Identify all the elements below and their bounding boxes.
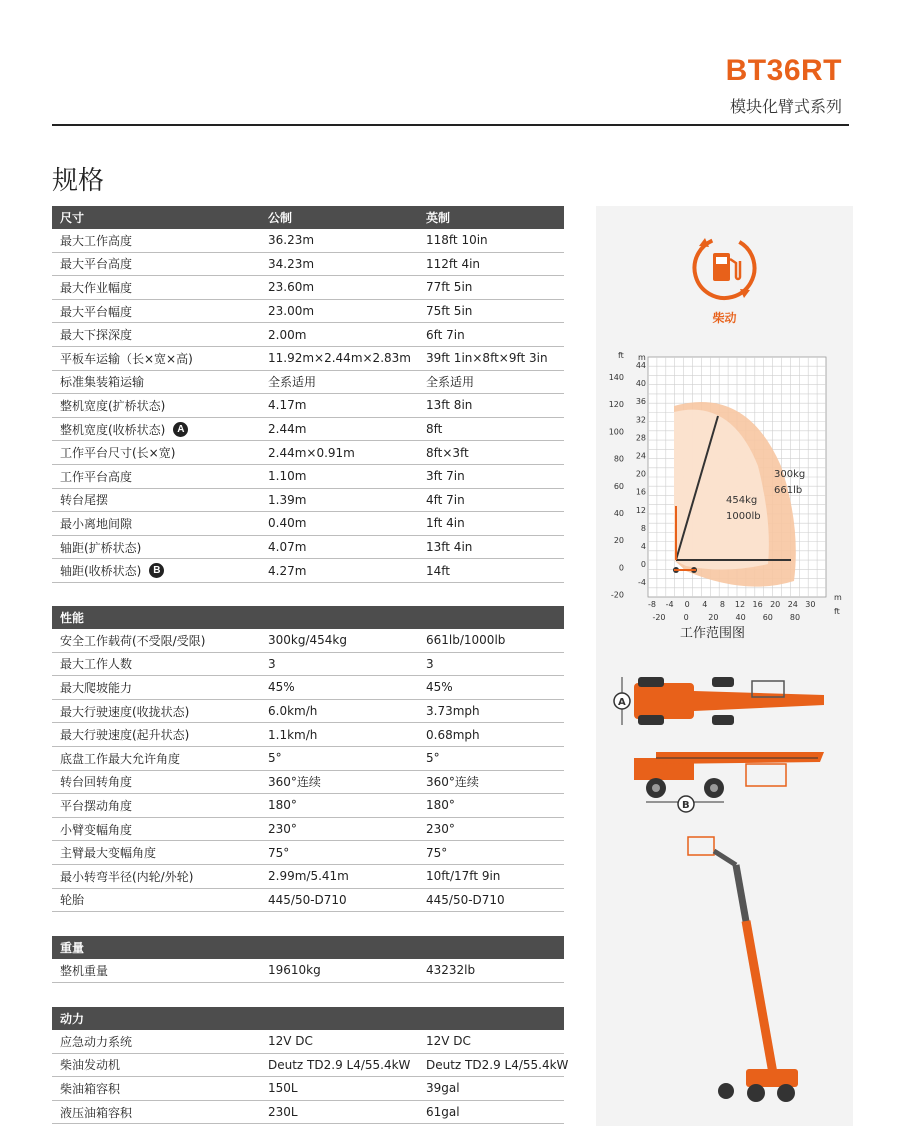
dim-a-marker: A: [618, 697, 626, 708]
spec-label: 小臂变幅角度: [60, 822, 133, 837]
y-tick-ft: 40: [613, 509, 624, 518]
spec-value-imperial: 360°连续: [426, 775, 479, 790]
spec-label: 最大工作高度: [60, 233, 133, 248]
spec-value-metric: 45%: [268, 680, 295, 695]
spec-label: 主臂最大变幅角度: [60, 846, 157, 861]
spec-value-metric: 11.92m×2.44m×2.83m: [268, 351, 411, 366]
y-tick-m: 28: [635, 433, 646, 443]
spec-row: [52, 229, 564, 253]
y-tick-m: 8: [640, 523, 646, 533]
section-header: [52, 936, 564, 959]
envelope-label-inner-kg: 454kg: [726, 495, 758, 506]
spec-row: [52, 1030, 564, 1054]
y-unit-ft: ft: [618, 351, 624, 360]
spec-value-imperial: 6ft 7in: [426, 327, 465, 342]
spec-label: 平板车运输（长×宽×高): [60, 351, 193, 366]
spec-value-imperial: 13ft 4in: [426, 540, 473, 555]
y-tick-m: 40: [635, 379, 646, 389]
x-tick-m: 12: [734, 600, 746, 609]
spec-label: 轮胎: [60, 893, 85, 908]
x-tick-m: 0: [684, 600, 690, 609]
spec-value-imperial: 3: [426, 656, 434, 671]
spec-label: 最大平台幅度: [60, 304, 133, 319]
section-title: 性能: [60, 611, 85, 625]
spec-label: 整机宽度(收桥状态): [60, 422, 166, 437]
x-tick-m: 4: [702, 600, 708, 609]
spec-section-power: [52, 1007, 569, 1124]
spec-value-metric: 300kg/454kg: [268, 633, 347, 648]
spec-label: 最大作业幅度: [60, 280, 133, 295]
x-tick-ft: 80: [789, 613, 801, 622]
spec-value-metric: 19610kg: [268, 963, 321, 978]
spec-value-metric: 445/50-D710: [268, 892, 347, 907]
spec-value-imperial: 45%: [426, 680, 453, 695]
spec-row: [52, 512, 564, 536]
y-tick-ft: 0: [618, 563, 624, 573]
spec-label: 柴油箱容积: [60, 1081, 121, 1096]
section-title: 尺寸: [60, 211, 85, 225]
spec-row: [52, 865, 564, 889]
spec-row: [52, 841, 564, 865]
spec-section-performance: [52, 606, 564, 912]
spec-row: [52, 323, 564, 347]
spec-row: [52, 653, 564, 677]
spec-value-imperial: 12V DC: [426, 1034, 471, 1049]
y-tick-m: 0: [640, 560, 646, 570]
spec-row: [52, 253, 564, 277]
spec-label: 工作平台尺寸(长×宽): [60, 446, 176, 461]
spec-value-metric: 4.17m: [268, 398, 307, 413]
y-tick-m: 44: [635, 361, 646, 370]
fuel-label: 柴动: [712, 311, 737, 325]
y-tick-ft: 20: [613, 536, 624, 546]
spec-row: [52, 723, 564, 747]
spec-value-metric: 5°: [268, 751, 282, 766]
spec-value-imperial: 0.68mph: [426, 727, 480, 742]
section-title: 动力: [60, 1012, 85, 1026]
spec-row: [52, 371, 564, 395]
spec-value-metric: 2.99m/5.41m: [268, 869, 349, 884]
spec-value-metric: 0.40m: [268, 516, 307, 531]
fuel-pump-icon: [596, 206, 853, 306]
y-tick-ft: -20: [610, 590, 624, 600]
y-tick-m: 20: [635, 469, 646, 479]
x-unit-ft: ft: [834, 607, 840, 616]
envelope-label-outer-kg: 300kg: [774, 469, 806, 480]
dimension-badge: A: [173, 422, 188, 437]
spec-value-imperial: 75ft 5in: [426, 304, 473, 319]
dim-b-marker: B: [682, 800, 690, 811]
spec-label: 液压油箱容积: [60, 1105, 133, 1120]
side-panel: [596, 206, 853, 1126]
spec-row: [52, 536, 564, 560]
y-tick-ft: 100: [608, 427, 624, 437]
spec-value-metric: 23.00m: [268, 304, 315, 319]
x-tick-m: -4: [665, 600, 674, 609]
spec-label: 应急动力系统: [60, 1034, 133, 1049]
spec-value-metric: 1.10m: [268, 469, 307, 484]
x-tick-m: 24: [787, 600, 798, 609]
spec-row: [52, 771, 564, 795]
spec-label: 最小转弯半径(内轮/外轮): [60, 869, 194, 884]
spec-value-imperial: 118ft 10in: [426, 233, 488, 248]
spec-row: [52, 300, 564, 324]
spec-label: 底盘工作最大允许角度: [60, 751, 181, 766]
spec-value-imperial: 230°: [426, 822, 455, 837]
spec-row: [52, 441, 564, 465]
section-header: [52, 1007, 564, 1030]
y-tick-m: -4: [638, 578, 646, 588]
spec-value-imperial: 3ft 7in: [426, 469, 465, 484]
x-tick-m: 20: [770, 600, 781, 609]
spec-value-metric: 4.27m: [268, 563, 307, 578]
spec-row: [52, 347, 564, 371]
spec-label: 轴距(收桥状态): [60, 564, 142, 579]
spec-row: [52, 559, 564, 583]
spec-label: 最大下探深度: [60, 328, 133, 343]
section-header: [52, 606, 564, 629]
spec-row: [52, 818, 564, 842]
spec-row: [52, 959, 564, 983]
spec-label: 转台回转角度: [60, 775, 133, 790]
spec-value-imperial: 1ft 4in: [426, 516, 465, 531]
spec-section-dimensions: [52, 206, 564, 583]
spec-row: [52, 700, 564, 724]
spec-label: 整机重量: [60, 963, 109, 978]
spec-label: 安全工作载荷(不受限/受限): [60, 633, 206, 648]
envelope-label-outer-lb: 661lb: [774, 485, 803, 496]
spec-row: [52, 794, 564, 818]
spec-value-metric: 150L: [268, 1081, 298, 1096]
spec-label: 标准集装箱运输: [60, 375, 145, 390]
spec-value-imperial: 4ft 7in: [426, 492, 465, 507]
page-title: 规格: [52, 166, 105, 196]
y-tick-m: 4: [640, 542, 646, 551]
spec-row: [52, 465, 564, 489]
x-tick-m: -8: [648, 600, 656, 609]
y-tick-m: 36: [635, 397, 646, 407]
spec-label: 最大工作人数: [60, 657, 133, 672]
spec-value-metric: 12V DC: [268, 1034, 313, 1049]
spec-label: 工作平台高度: [60, 469, 133, 484]
y-tick-ft: 80: [613, 454, 624, 464]
spec-value-metric: 6.0km/h: [268, 704, 318, 719]
spec-value-imperial: 13ft 8in: [426, 398, 473, 413]
chart-caption: 工作范围图: [680, 626, 746, 641]
spec-value-metric: 3: [268, 656, 276, 671]
spec-value-metric: 23.60m: [268, 280, 315, 295]
machine-raised-view: [596, 831, 853, 1111]
y-tick-m: 12: [635, 505, 646, 515]
spec-label: 最大行驶速度(起升状态): [60, 728, 190, 743]
spec-value-metric: 36.23m: [268, 233, 315, 248]
section-title: 重量: [60, 941, 85, 955]
spec-value-imperial: 8ft×3ft: [426, 445, 469, 460]
y-tick-m: 24: [635, 451, 646, 461]
spec-value-metric: 75°: [268, 845, 290, 860]
y-tick-m: 32: [635, 415, 646, 425]
spec-label: 最小离地间隙: [60, 516, 133, 531]
spec-label: 最大平台高度: [60, 257, 133, 272]
spec-value-imperial: 5°: [426, 751, 440, 766]
y-tick-ft: 60: [613, 481, 624, 491]
envelope-label-inner-lb: 1000lb: [726, 511, 761, 522]
machine-top-view: [596, 669, 853, 739]
spec-value-metric: 2.44m: [268, 422, 307, 437]
spec-label: 最大爬坡能力: [60, 680, 133, 695]
x-tick-m: 8: [719, 600, 725, 609]
header-rule: [52, 124, 849, 126]
spec-row: [52, 889, 564, 913]
column-header-metric: 公制: [268, 211, 293, 225]
spec-value-metric: 360°连续: [268, 775, 321, 790]
dimension-badge: B: [149, 563, 164, 578]
spec-row: [52, 394, 564, 418]
spec-value-imperial: 77ft 5in: [426, 280, 473, 295]
spec-value-imperial: 39ft 1in×8ft×9ft 3in: [426, 351, 548, 366]
brand-series: 模块化臂式系列: [729, 97, 842, 116]
y-tick-ft: 120: [608, 400, 624, 410]
spec-row: [52, 276, 564, 300]
spec-row: [52, 676, 564, 700]
spec-value-imperial: 8ft: [426, 422, 443, 437]
spec-row: [52, 1101, 564, 1125]
x-unit-m: m: [834, 593, 842, 602]
spec-value-imperial: 全系适用: [426, 375, 475, 390]
spec-value-imperial: 112ft 4in: [426, 256, 481, 271]
spec-row: [52, 1054, 569, 1078]
spec-value-imperial: 10ft/17ft 9in: [426, 869, 501, 884]
spec-value-metric: 2.44m×0.91m: [268, 445, 355, 460]
spec-value-imperial: 3.73mph: [426, 704, 480, 719]
spec-value-metric: 1.1km/h: [268, 727, 318, 742]
spec-value-metric: 4.07m: [268, 540, 307, 555]
spec-row: [52, 489, 564, 513]
spec-value-metric: Deutz TD2.9 L4/55.4kW: [268, 1057, 411, 1072]
column-header-imperial: 英制: [426, 211, 451, 225]
spec-value-imperial: 14ft: [426, 563, 450, 578]
spec-value-imperial: 445/50-D710: [426, 892, 505, 907]
machine-side-view: [596, 744, 853, 824]
spec-value-metric: 180°: [268, 798, 297, 813]
x-tick-m: 16: [752, 600, 763, 609]
spec-row: [52, 747, 564, 771]
spec-value-imperial: 180°: [426, 798, 455, 813]
x-tick-m: 30: [805, 600, 816, 609]
spec-value-imperial: 39gal: [426, 1081, 460, 1096]
y-tick-ft: 140: [608, 373, 624, 382]
spec-value-metric: 34.23m: [268, 256, 315, 271]
y-unit-m: m: [638, 353, 646, 362]
spec-value-metric: 1.39m: [268, 492, 307, 507]
x-tick-ft: 20: [708, 613, 719, 622]
spec-value-metric: 230L: [268, 1105, 298, 1120]
x-tick-ft: 60: [762, 613, 773, 622]
spec-label: 柴油发动机: [60, 1058, 121, 1073]
spec-value-imperial: 43232lb: [426, 963, 476, 978]
brand-title: BT36RT: [725, 54, 842, 87]
spec-value-imperial: 661lb/1000lb: [426, 633, 506, 648]
spec-label: 转台尾摆: [60, 493, 109, 508]
spec-value-imperial: 75°: [426, 845, 448, 860]
spec-row: [52, 418, 564, 442]
spec-value-metric: 230°: [268, 822, 297, 837]
spec-row: [52, 1077, 564, 1101]
spec-value-metric: 2.00m: [268, 327, 307, 342]
x-tick-ft: -20: [652, 613, 666, 622]
spec-value-imperial: 61gal: [426, 1105, 460, 1120]
spec-value-imperial: Deutz TD2.9 L4/55.4kW: [426, 1057, 569, 1072]
spec-value-metric: 全系适用: [268, 375, 317, 390]
spec-row: [52, 629, 564, 653]
x-tick-ft: 40: [735, 613, 746, 622]
spec-label: 整机宽度(扩桥状态): [60, 398, 166, 413]
x-tick-ft: 0: [683, 613, 689, 622]
working-range-chart: [596, 346, 853, 626]
spec-label: 平台摆动角度: [60, 798, 133, 813]
spec-label: 轴距(扩桥状态): [60, 540, 142, 555]
spec-label: 最大行驶速度(收拢状态): [60, 704, 190, 719]
y-tick-m: 16: [635, 487, 646, 497]
section-header: [52, 206, 564, 229]
spec-section-weight: [52, 936, 564, 983]
